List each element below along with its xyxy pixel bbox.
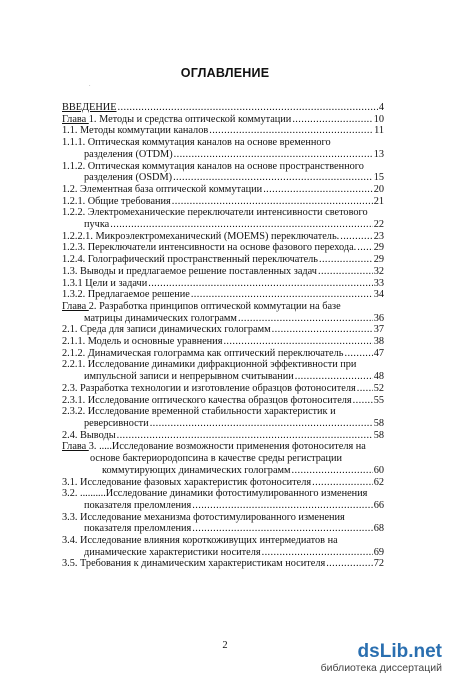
toc-entry-title bbox=[62, 196, 171, 208]
toc-entry-text: 1.1.2. Оптическая коммутация каналов на основе пространственного bbox=[62, 160, 364, 172]
toc-entry-title bbox=[62, 207, 368, 219]
watermark-tagline: библиотека диссертаций bbox=[320, 662, 442, 674]
dot-leader bbox=[173, 172, 373, 184]
toc-entry-title bbox=[62, 184, 262, 196]
toc-entry-text: 1.1. Методы коммутации каналов bbox=[62, 125, 209, 137]
toc-entry-title bbox=[62, 512, 345, 524]
toc-entry bbox=[62, 535, 384, 558]
toc-entry-text: 1.3.2. Предлагаемое решение bbox=[62, 289, 190, 301]
toc-entry-text: 2.4. Выводы bbox=[62, 429, 116, 441]
toc-entry-title bbox=[62, 406, 336, 418]
toc-page-number: 20 bbox=[373, 183, 384, 195]
dot-leader bbox=[192, 500, 372, 512]
toc-page-number: 58 bbox=[373, 429, 384, 441]
toc-entry bbox=[62, 207, 384, 230]
toc-entry-title bbox=[62, 278, 147, 290]
toc-page-number: 34 bbox=[373, 289, 384, 301]
dot-leader bbox=[150, 418, 373, 430]
toc-entry bbox=[62, 336, 384, 348]
toc-entry-title bbox=[62, 395, 352, 407]
toc-entry-text: 1.3. Выводы и предлагаемое решение поставленных задач bbox=[62, 265, 317, 277]
toc-entry-title bbox=[62, 289, 190, 301]
toc-entry bbox=[62, 289, 384, 301]
toc-entry-title bbox=[62, 125, 208, 137]
toc-entry-continuation: показателя преломления bbox=[84, 523, 192, 535]
toc-entry-text: 2.1.1. Модель и основные уравнения bbox=[62, 336, 223, 348]
toc-entry bbox=[62, 242, 384, 254]
toc-entry-text: 2.1.2. Динамическая голограмма как оптический переключатель bbox=[62, 347, 344, 359]
toc-entry-title bbox=[62, 137, 331, 149]
dot-leader bbox=[357, 383, 373, 395]
toc-entry-text: 3. .....Исследование возможности применения фотоносителя на bbox=[88, 441, 366, 453]
dot-leader bbox=[326, 558, 373, 570]
toc-entry-title bbox=[62, 324, 271, 336]
toc-entry-title bbox=[62, 254, 318, 266]
toc-entry-text: 2. Разработка принципов оптической коммутации на базе bbox=[88, 300, 341, 312]
dot-leader bbox=[319, 254, 373, 266]
dot-leader bbox=[295, 371, 373, 383]
toc-entry-text: 3.3. Исследование механизма фотостимулированного изменения bbox=[62, 511, 345, 523]
watermark-logo-text: dsLib.net bbox=[357, 641, 442, 662]
toc-entry-text: 1.2.1. Общие требования bbox=[62, 195, 171, 207]
page-number: 2 bbox=[222, 640, 228, 651]
toc-entry bbox=[62, 254, 384, 266]
toc-entry-text: 1.3.1 Цели и задачи bbox=[62, 277, 148, 289]
dot-leader bbox=[172, 196, 373, 208]
toc-entry bbox=[62, 395, 384, 407]
dot-leader bbox=[110, 219, 372, 231]
toc-entry-title bbox=[62, 558, 325, 570]
toc-entry bbox=[62, 266, 384, 278]
toc-page-number: 68 bbox=[373, 523, 384, 535]
toc-page-number: 37 bbox=[373, 324, 384, 336]
toc-entry-continuation: показателя преломления bbox=[84, 499, 192, 511]
toc-entry bbox=[62, 383, 384, 395]
toc-page-number: 69 bbox=[373, 546, 384, 558]
dot-leader bbox=[263, 184, 373, 196]
toc-page-number: 55 bbox=[373, 394, 384, 406]
toc-entry-text: 3.4. Исследование влияния короткоживущих интермедиатов на bbox=[62, 535, 338, 547]
toc-entry bbox=[62, 512, 384, 535]
toc-page-number: 4 bbox=[378, 102, 384, 113]
toc-page-number: 21 bbox=[373, 195, 384, 207]
toc-chapter-label: Глава bbox=[62, 300, 89, 312]
toc-page-number: 47 bbox=[373, 347, 384, 359]
toc-entry-title bbox=[62, 102, 117, 114]
toc-entry bbox=[62, 301, 384, 324]
toc-entry-title bbox=[62, 430, 116, 442]
toc-entry bbox=[62, 278, 384, 290]
toc-entry bbox=[62, 114, 384, 126]
toc-entry-text: 1.2. Элементная база оптической коммутации bbox=[62, 183, 263, 195]
dot-leader bbox=[209, 125, 373, 137]
dot-leader bbox=[148, 278, 372, 290]
watermark-logo bbox=[321, 642, 442, 662]
dot-leader bbox=[262, 547, 373, 559]
toc-page-number: 48 bbox=[373, 371, 384, 383]
dot-leader bbox=[174, 149, 373, 161]
dot-leader bbox=[344, 348, 372, 360]
toc-page-number: 58 bbox=[373, 417, 384, 429]
dot-leader bbox=[292, 465, 373, 477]
toc-chapter-label: Глава bbox=[62, 113, 89, 125]
dot-leader bbox=[118, 102, 378, 114]
toc-page-number: 29 bbox=[373, 254, 384, 266]
toc-page-number: 66 bbox=[373, 499, 384, 511]
toc-entry-title bbox=[62, 161, 364, 173]
toc-entry-title bbox=[62, 383, 356, 395]
toc-entry bbox=[62, 348, 384, 360]
toc-entry bbox=[62, 231, 384, 243]
toc-entry-text: ВВЕДЕНИЕ bbox=[62, 102, 117, 113]
toc-entry-text: 3.5. Требования к динамическим характеристикам носителя bbox=[62, 558, 326, 570]
toc-entry-continuation: динамические характеристики носителя bbox=[84, 546, 261, 558]
dot-leader bbox=[318, 266, 373, 278]
toc-heading: ОГЛАВЛЕНИЕ bbox=[180, 66, 270, 80]
toc-entry-continuation: разделения (OSDM) bbox=[84, 172, 173, 184]
dot-leader bbox=[238, 313, 373, 325]
toc-entry-title bbox=[62, 301, 341, 313]
dot-leader bbox=[340, 231, 372, 243]
toc-entry bbox=[62, 406, 384, 429]
toc-page-number: 36 bbox=[373, 312, 384, 324]
dot-leader bbox=[117, 430, 373, 442]
toc-entry bbox=[62, 558, 384, 570]
toc-entry-text: 2.3. Разработка технологии и изготовление образцов фотоносителя bbox=[62, 382, 356, 394]
toc-entry-title bbox=[62, 114, 291, 126]
scan-speck: . bbox=[89, 82, 91, 88]
toc-entry-title bbox=[62, 535, 338, 547]
toc-entry bbox=[62, 359, 384, 382]
toc-page-number: 22 bbox=[373, 219, 384, 231]
watermark bbox=[321, 642, 442, 674]
toc-entry-continuation: основе бактериородопсина в качестве среды регистрации bbox=[90, 453, 343, 465]
toc-page-number: 33 bbox=[373, 277, 384, 289]
toc-page-number: 52 bbox=[373, 382, 384, 394]
toc-entry-text: 2.3.1. Исследование оптического качества образцов фотоносителя bbox=[62, 394, 352, 406]
toc-entry bbox=[62, 184, 384, 196]
toc-page-number: 38 bbox=[373, 336, 384, 348]
toc-entry-text: 1.2.2. Электромеханические переключатели интенсивности светового bbox=[62, 207, 368, 219]
toc-entry-continuation: коммутирующих динамических голограмм bbox=[102, 464, 291, 476]
toc-entry-title bbox=[62, 336, 222, 348]
toc-entry-title bbox=[62, 488, 367, 500]
toc-entry-text: 1.2.3. Переключатели интенсивности на основе фазового перехода. bbox=[62, 242, 357, 254]
table-of-contents bbox=[62, 102, 384, 570]
toc-entry-text: 1. Методы и средства оптической коммутации bbox=[88, 113, 292, 125]
toc-page-number: 60 bbox=[373, 464, 384, 476]
toc-entry bbox=[62, 488, 384, 511]
toc-entry-title bbox=[62, 242, 356, 254]
toc-entry bbox=[62, 161, 384, 184]
toc-entry bbox=[62, 137, 384, 160]
toc-entry bbox=[62, 324, 384, 336]
dot-leader bbox=[292, 114, 372, 126]
toc-entry-text: 3.2. ..........Исследование динамики фотостимулированного изменения bbox=[62, 488, 368, 500]
toc-entry bbox=[62, 441, 384, 476]
toc-entry-text: 2.2.1. Исследование динамики дифракционной эффективности при bbox=[62, 359, 357, 371]
toc-entry-text: 1.2.4. Голографический пространственный переключатель bbox=[62, 254, 318, 266]
toc-entry bbox=[62, 102, 384, 114]
toc-entry bbox=[62, 125, 384, 137]
toc-entry bbox=[62, 430, 384, 442]
dot-leader bbox=[272, 324, 373, 336]
toc-page-number: 10 bbox=[373, 113, 384, 125]
toc-entry-continuation: реверсивности bbox=[84, 417, 149, 429]
toc-chapter-label: Глава bbox=[62, 441, 89, 453]
toc-page-number: 15 bbox=[373, 172, 384, 184]
toc-entry-text: 2.1. Среда для записи динамических голограмм bbox=[62, 324, 271, 336]
toc-entry bbox=[62, 196, 384, 208]
toc-entry-title bbox=[62, 477, 311, 489]
toc-entry-continuation: разделения (OTDM) bbox=[84, 148, 173, 160]
toc-entry-text: 2.3.2. Исследование временной стабильности характеристик и bbox=[62, 406, 336, 418]
dot-leader bbox=[191, 289, 373, 301]
toc-page-number: 62 bbox=[373, 476, 384, 488]
toc-page-number: 32 bbox=[373, 265, 384, 277]
toc-entry-text: 3.1. Исследование фазовых характеристик фотоносителя bbox=[62, 476, 312, 488]
dot-leader bbox=[357, 242, 372, 254]
toc-page-number: 23 bbox=[373, 230, 384, 242]
toc-page-number: 29 bbox=[373, 242, 384, 254]
toc-entry-title bbox=[62, 359, 356, 371]
toc-entry-text: 1.1.1. Оптическая коммутация каналов на основе временного bbox=[62, 137, 331, 149]
dot-leader bbox=[223, 336, 372, 348]
toc-entry-title bbox=[62, 348, 343, 360]
toc-entry-continuation: импульсной записи и непрерывном считывании bbox=[84, 371, 294, 383]
toc-entry-title bbox=[62, 231, 339, 243]
toc-page-number: 11 bbox=[374, 125, 384, 137]
toc-entry-continuation: матрицы динамических голограмм bbox=[84, 312, 237, 324]
toc-entry-title bbox=[62, 266, 317, 278]
toc-entry bbox=[62, 477, 384, 489]
toc-entry-continuation: пучка bbox=[84, 219, 110, 231]
toc-page-number: 13 bbox=[373, 148, 384, 160]
dot-leader bbox=[192, 523, 372, 535]
dot-leader bbox=[353, 395, 373, 407]
toc-page-number: 72 bbox=[373, 558, 384, 570]
toc-entry-title bbox=[62, 441, 366, 453]
dot-leader bbox=[312, 477, 373, 489]
toc-entry-text: 1.2.2.1. Микроэлектромеханический (MOEMS) переключатель. bbox=[62, 230, 340, 242]
